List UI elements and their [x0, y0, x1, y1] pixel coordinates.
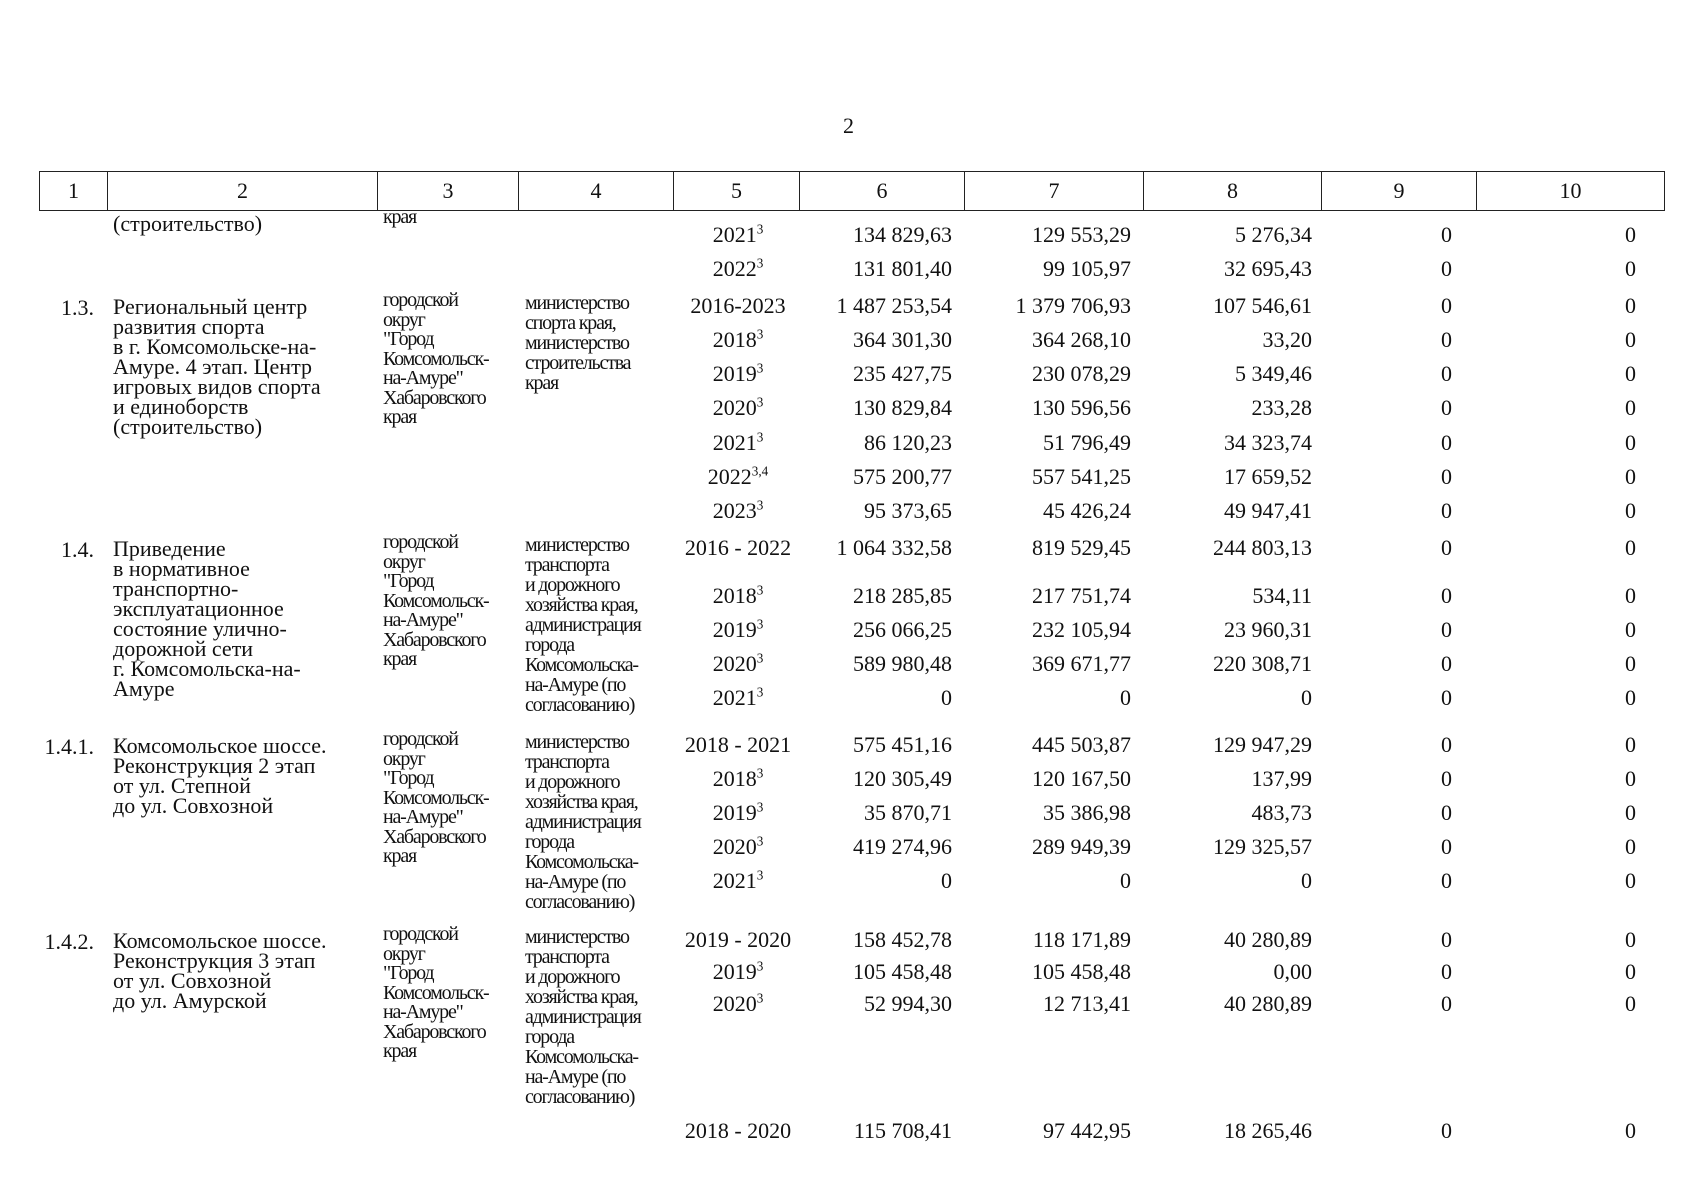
municipality-line: на-Амуре" [383, 367, 463, 389]
executor-line: строительства [525, 352, 631, 374]
municipality-line: Хабаровского [383, 386, 486, 409]
row-number: 1.3. [61, 295, 94, 320]
other-sources-cell: 0 [1625, 1118, 1636, 1143]
municipality [383, 533, 523, 670]
municipality-line: на-Амуре" [383, 1001, 463, 1023]
executor-line: транспорта [525, 946, 609, 968]
column-header: 10 [1477, 172, 1665, 211]
other-sources-cell: 0 [1625, 991, 1636, 1016]
row-number: 1.4. [61, 537, 94, 562]
federal-budget-cell: 0 [1441, 800, 1452, 825]
executor-line: хозяйства края, [525, 986, 638, 1008]
other-sources-cell: 0 [1625, 222, 1636, 247]
executor-line: города [525, 831, 574, 853]
year-cell [678, 582, 798, 608]
total-cell: 105 458,48 [853, 959, 952, 984]
regional-budget-cell: 289 949,39 [1032, 834, 1131, 859]
municipality-line: Комсомольск- [383, 786, 489, 809]
year-value: 2018 - 2021 [684, 732, 792, 757]
year-cell [678, 867, 798, 893]
year-value: 2020 [712, 395, 757, 420]
executor-line: Комсомольска- [525, 1046, 638, 1068]
other-sources-cell: 0 [1625, 868, 1636, 893]
executor-line: города [525, 1026, 574, 1048]
year-value: 2018 [712, 583, 757, 608]
object-name-line: дорожной сети [113, 636, 254, 661]
municipality-line: Комсомольск- [383, 981, 489, 1004]
other-sources-cell: 0 [1625, 651, 1636, 676]
federal-budget-cell: 0 [1441, 927, 1452, 952]
federal-budget-cell: 0 [1441, 430, 1452, 455]
executor [525, 293, 673, 393]
total-cell: 86 120,23 [864, 430, 952, 455]
regional-budget-cell: 557 541,25 [1032, 464, 1131, 489]
other-sources-cell: 0 [1625, 498, 1636, 523]
total-cell: 120 305,49 [853, 766, 952, 791]
object-name-line: (строительство) [113, 414, 263, 439]
regional-budget-cell: 1 379 706,93 [1015, 293, 1131, 318]
footnote-mark: 3 [756, 326, 764, 342]
federal-budget-cell: 0 [1441, 617, 1452, 642]
regional-budget-cell: 35 386,98 [1043, 800, 1131, 825]
other-sources-cell: 0 [1625, 927, 1636, 952]
year-value: 2019 - 2020 [684, 927, 792, 952]
footnote-mark: 3 [756, 429, 764, 445]
executor-line: города [525, 634, 574, 656]
federal-budget-cell: 0 [1441, 361, 1452, 386]
other-sources-cell: 0 [1625, 395, 1636, 420]
other-sources-cell: 0 [1625, 800, 1636, 825]
object-name [113, 211, 383, 236]
executor-line: согласованию) [525, 1086, 635, 1108]
municipality-line: Хабаровского [383, 1020, 486, 1043]
municipality-line: городской [383, 728, 458, 750]
executor [525, 535, 673, 715]
local-budget-cell: 23 960,31 [1224, 617, 1312, 642]
executor-line: на-Амуре (по [525, 1066, 626, 1088]
year-value: 2019 [712, 959, 757, 984]
object-name-line: развития спорта [113, 314, 265, 339]
object-name-line: г. Комсомольска-на- [113, 656, 301, 681]
total-cell: 52 994,30 [864, 991, 952, 1016]
municipality-line: округ [383, 550, 425, 573]
page-number: 2 [843, 113, 854, 138]
row-number: 1.4.1. [44, 734, 94, 759]
total-cell: 131 801,40 [853, 256, 952, 281]
federal-budget-cell: 0 [1441, 868, 1452, 893]
local-budget-cell: 33,20 [1262, 327, 1312, 352]
total-cell: 0 [941, 685, 952, 710]
year-value: 2018 - 2020 [684, 1118, 792, 1143]
footnote-mark: 3 [756, 255, 764, 271]
federal-budget-cell: 0 [1441, 395, 1452, 420]
local-budget-cell: 32 695,43 [1224, 256, 1312, 281]
year-cell [678, 463, 798, 489]
federal-budget-cell: 0 [1441, 327, 1452, 352]
regional-budget-cell: 12 713,41 [1043, 991, 1131, 1016]
executor [525, 927, 673, 1107]
executor-line: на-Амуре (по [525, 871, 626, 893]
municipality [383, 291, 523, 428]
executor-line: Комсомольска- [525, 654, 638, 676]
object-name-line: Региональный центр [113, 294, 308, 319]
other-sources-cell: 0 [1625, 617, 1636, 642]
federal-budget-cell: 0 [1441, 991, 1452, 1016]
footnote-mark: 3 [756, 765, 764, 781]
footnote-mark: 3 [756, 616, 764, 632]
year-value: 2019 [712, 800, 757, 825]
local-budget-cell: 0 [1301, 868, 1312, 893]
other-sources-cell: 0 [1625, 583, 1636, 608]
regional-budget-cell: 51 796,49 [1043, 430, 1131, 455]
year-cell [678, 326, 798, 352]
year-value: 2019 [712, 617, 757, 642]
regional-budget-cell: 118 171,89 [1032, 927, 1131, 952]
federal-budget-cell: 0 [1441, 1118, 1452, 1143]
object-name-line: до ул. Совхозной [113, 793, 274, 818]
local-budget-cell: 49 947,41 [1224, 498, 1312, 523]
footnote-mark: 3 [756, 990, 764, 1006]
local-budget-cell: 40 280,89 [1224, 927, 1312, 952]
municipality-line: края [383, 845, 416, 867]
local-budget-cell: 483,73 [1251, 800, 1312, 825]
municipality [383, 925, 523, 1062]
year-cell [678, 1120, 798, 1142]
object-name-line: транспортно- [113, 576, 239, 601]
object-name-line: игровых видов спорта [113, 374, 321, 399]
regional-budget-cell: 105 458,48 [1032, 959, 1131, 984]
executor-line: администрация [525, 614, 641, 636]
regional-budget-cell: 0 [1120, 868, 1131, 893]
footnote-mark: 3 [756, 582, 764, 598]
municipality-line: Хабаровского [383, 628, 486, 651]
total-cell: 1 487 253,54 [836, 293, 952, 318]
executor-line: края [525, 372, 558, 394]
executor [525, 732, 673, 912]
column-header: 5 [674, 172, 800, 211]
municipality-line: края [383, 206, 416, 228]
year-cell [678, 990, 798, 1016]
local-budget-cell: 129 947,29 [1213, 732, 1312, 757]
federal-budget-cell: 0 [1441, 732, 1452, 757]
municipality-line: края [383, 1040, 416, 1062]
local-budget-cell: 5 349,46 [1235, 361, 1312, 386]
executor-line: и дорожного [525, 771, 620, 793]
federal-budget-cell: 0 [1441, 535, 1452, 560]
local-budget-cell: 18 265,46 [1224, 1118, 1312, 1143]
object-name-line: (строительство) [113, 211, 263, 236]
total-cell: 589 980,48 [853, 651, 952, 676]
column-header: 2 [108, 172, 378, 211]
year-value: 2023 [712, 498, 757, 523]
column-header: 4 [519, 172, 674, 211]
regional-budget-cell: 99 105,97 [1043, 256, 1131, 281]
footnote-mark: 3 [756, 958, 764, 974]
column-header: 9 [1322, 172, 1477, 211]
year-cell [678, 929, 798, 951]
regional-budget-cell: 0 [1120, 685, 1131, 710]
executor-line: Комсомольска- [525, 851, 638, 873]
object-name-line: от ул. Степной [113, 773, 251, 798]
object-name-line: в нормативное [113, 556, 250, 581]
year-cell [678, 221, 798, 247]
other-sources-cell: 0 [1625, 327, 1636, 352]
federal-budget-cell: 0 [1441, 583, 1452, 608]
total-cell: 115 708,41 [853, 1118, 952, 1143]
year-value: 2022 [707, 464, 752, 489]
federal-budget-cell: 0 [1441, 685, 1452, 710]
executor-line: министерство [525, 926, 629, 948]
total-cell: 35 870,71 [864, 800, 952, 825]
object-name-line: Амуре [113, 676, 175, 701]
year-cell [678, 765, 798, 791]
municipality-line: Хабаровского [383, 825, 486, 848]
executor-line: хозяйства края, [525, 791, 638, 813]
footnote-mark: 3 [756, 360, 764, 376]
year-value: 2020 [712, 991, 757, 1016]
year-cell [678, 394, 798, 420]
municipality-line: "Город [383, 767, 434, 789]
municipality [383, 730, 523, 867]
object-name [113, 928, 383, 1013]
year-value: 2016-2023 [690, 293, 786, 318]
footnote-mark: 3 [756, 799, 764, 815]
total-cell: 419 274,96 [853, 834, 952, 859]
local-budget-cell: 40 280,89 [1224, 991, 1312, 1016]
municipality-line: Комсомольск- [383, 347, 489, 370]
total-cell: 134 829,63 [853, 222, 952, 247]
local-budget-cell: 17 659,52 [1224, 464, 1312, 489]
regional-budget-cell: 130 596,56 [1032, 395, 1131, 420]
executor-line: и дорожного [525, 966, 620, 988]
regional-budget-cell: 97 442,95 [1043, 1118, 1131, 1143]
year-value: 2021 [712, 430, 757, 455]
total-cell: 95 373,65 [864, 498, 952, 523]
executor-line: транспорта [525, 554, 609, 576]
other-sources-cell: 0 [1625, 535, 1636, 560]
executor-line: администрация [525, 811, 641, 833]
year-cell [678, 833, 798, 859]
year-value: 2018 [712, 766, 757, 791]
local-budget-cell: 220 308,71 [1213, 651, 1312, 676]
municipality-line: на-Амуре" [383, 806, 463, 828]
year-cell [678, 255, 798, 281]
year-value: 2016 - 2022 [684, 535, 792, 560]
regional-budget-cell: 369 671,77 [1032, 651, 1131, 676]
executor-line: на-Амуре (по [525, 674, 626, 696]
local-budget-cell: 5 276,34 [1235, 222, 1312, 247]
regional-budget-cell: 364 268,10 [1032, 327, 1131, 352]
municipality-line: края [383, 648, 416, 670]
regional-budget-cell: 230 078,29 [1032, 361, 1131, 386]
other-sources-cell: 0 [1625, 464, 1636, 489]
year-value: 2021 [712, 868, 757, 893]
other-sources-cell: 0 [1625, 766, 1636, 791]
local-budget-cell: 129 325,57 [1213, 834, 1312, 859]
federal-budget-cell: 0 [1441, 222, 1452, 247]
executor-line: администрация [525, 1006, 641, 1028]
municipality-line: городской [383, 923, 458, 945]
total-cell: 0 [941, 868, 952, 893]
local-budget-cell: 34 323,74 [1224, 430, 1312, 455]
federal-budget-cell: 0 [1441, 256, 1452, 281]
footnote-mark: 3 [756, 221, 764, 237]
year-value: 2019 [712, 361, 757, 386]
footnote-mark: 3 [756, 684, 764, 700]
municipality-line: "Город [383, 328, 434, 350]
object-name-line: от ул. Совхозной [113, 968, 272, 993]
total-cell: 575 200,77 [853, 464, 952, 489]
object-name-line: эксплуатационное [113, 596, 284, 621]
footnote-mark: 3 [756, 833, 764, 849]
total-cell: 235 427,75 [853, 361, 952, 386]
municipality-line: округ [383, 747, 425, 770]
municipality-line: городской [383, 289, 458, 311]
object-name-line: Реконструкция 3 этап [113, 948, 316, 973]
executor-line: спорта края, [525, 312, 616, 334]
federal-budget-cell: 0 [1441, 293, 1452, 318]
year-cell [678, 537, 798, 559]
year-cell [678, 799, 798, 825]
year-cell [678, 429, 798, 455]
federal-budget-cell: 0 [1441, 766, 1452, 791]
executor-line: министерство [525, 731, 629, 753]
year-value: 2021 [712, 222, 757, 247]
municipality-line: "Город [383, 570, 434, 592]
year-cell [678, 616, 798, 642]
object-name-line: Приведение [113, 536, 226, 561]
federal-budget-cell: 0 [1441, 651, 1452, 676]
column-header: 8 [1144, 172, 1322, 211]
municipality-line: на-Амуре" [383, 609, 463, 631]
year-cell [678, 958, 798, 984]
footnote-mark: 3,4 [751, 463, 769, 479]
total-cell: 256 066,25 [853, 617, 952, 642]
executor-line: министерство [525, 292, 629, 314]
object-name-line: Комсомольское шоссе. [113, 928, 327, 953]
executor-line: транспорта [525, 751, 609, 773]
total-cell: 364 301,30 [853, 327, 952, 352]
municipality-line: округ [383, 942, 425, 965]
year-cell [678, 734, 798, 756]
local-budget-cell: 0 [1301, 685, 1312, 710]
total-cell: 158 452,78 [853, 927, 952, 952]
federal-budget-cell: 0 [1441, 464, 1452, 489]
year-value: 2018 [712, 327, 757, 352]
year-cell [678, 650, 798, 676]
year-value: 2021 [712, 685, 757, 710]
footnote-mark: 3 [756, 497, 764, 513]
object-name [113, 294, 383, 439]
column-header: 7 [965, 172, 1144, 211]
object-name-line: состояние улично- [113, 616, 287, 641]
object-name [113, 536, 383, 701]
regional-budget-cell: 45 426,24 [1043, 498, 1131, 523]
year-value: 2022 [712, 256, 757, 281]
total-cell: 1 064 332,58 [836, 535, 952, 560]
object-name-line: Амуре. 4 этап. Центр [113, 354, 312, 379]
other-sources-cell: 0 [1625, 430, 1636, 455]
local-budget-cell: 0,00 [1273, 959, 1312, 984]
local-budget-cell: 244 803,13 [1213, 535, 1312, 560]
municipality [383, 208, 523, 228]
other-sources-cell: 0 [1625, 834, 1636, 859]
other-sources-cell: 0 [1625, 959, 1636, 984]
year-cell [678, 684, 798, 710]
column-header: 3 [378, 172, 519, 211]
year-value: 2020 [712, 651, 757, 676]
other-sources-cell: 0 [1625, 361, 1636, 386]
regional-budget-cell: 217 751,74 [1032, 583, 1131, 608]
executor-line: министерство [525, 534, 629, 556]
municipality-line: городской [383, 531, 458, 553]
executor-line: хозяйства края, [525, 594, 638, 616]
municipality-line: "Город [383, 962, 434, 984]
other-sources-cell: 0 [1625, 293, 1636, 318]
federal-budget-cell: 0 [1441, 834, 1452, 859]
footnote-mark: 3 [756, 867, 764, 883]
municipality-line: округ [383, 308, 425, 331]
object-name-line: до ул. Амурской [113, 988, 267, 1013]
regional-budget-cell: 819 529,45 [1032, 535, 1131, 560]
local-budget-cell: 137,99 [1251, 766, 1312, 791]
total-cell: 130 829,84 [853, 395, 952, 420]
local-budget-cell: 233,28 [1251, 395, 1312, 420]
executor-line: согласованию) [525, 891, 635, 913]
object-name-line: Комсомольское шоссе. [113, 733, 327, 758]
executor-line: министерство [525, 332, 629, 354]
object-name [113, 733, 383, 818]
other-sources-cell: 0 [1625, 685, 1636, 710]
total-cell: 218 285,85 [853, 583, 952, 608]
year-value: 2020 [712, 834, 757, 859]
regional-budget-cell: 445 503,87 [1032, 732, 1131, 757]
row-number: 1.4.2. [44, 929, 94, 954]
executor-line: и дорожного [525, 574, 620, 596]
object-name-line: и единоборств [113, 394, 249, 419]
footnote-mark: 3 [756, 650, 764, 666]
federal-budget-cell: 0 [1441, 959, 1452, 984]
other-sources-cell: 0 [1625, 256, 1636, 281]
year-cell [678, 497, 798, 523]
total-cell: 575 451,16 [853, 732, 952, 757]
local-budget-cell: 534,11 [1252, 583, 1312, 608]
municipality-line: Комсомольск- [383, 589, 489, 612]
local-budget-cell: 107 546,61 [1213, 293, 1312, 318]
object-name-line: в г. Комсомольске-на- [113, 334, 317, 359]
other-sources-cell: 0 [1625, 732, 1636, 757]
regional-budget-cell: 129 553,29 [1032, 222, 1131, 247]
year-cell [678, 295, 798, 317]
regional-budget-cell: 232 105,94 [1032, 617, 1131, 642]
footnote-mark: 3 [756, 394, 764, 410]
column-header: 1 [40, 172, 108, 211]
regional-budget-cell: 120 167,50 [1032, 766, 1131, 791]
object-name-line: Реконструкция 2 этап [113, 753, 316, 778]
federal-budget-cell: 0 [1441, 498, 1452, 523]
municipality-line: края [383, 406, 416, 428]
executor-line: согласованию) [525, 694, 635, 716]
column-header-row [39, 171, 1665, 211]
column-header: 6 [800, 172, 965, 211]
year-cell [678, 360, 798, 386]
